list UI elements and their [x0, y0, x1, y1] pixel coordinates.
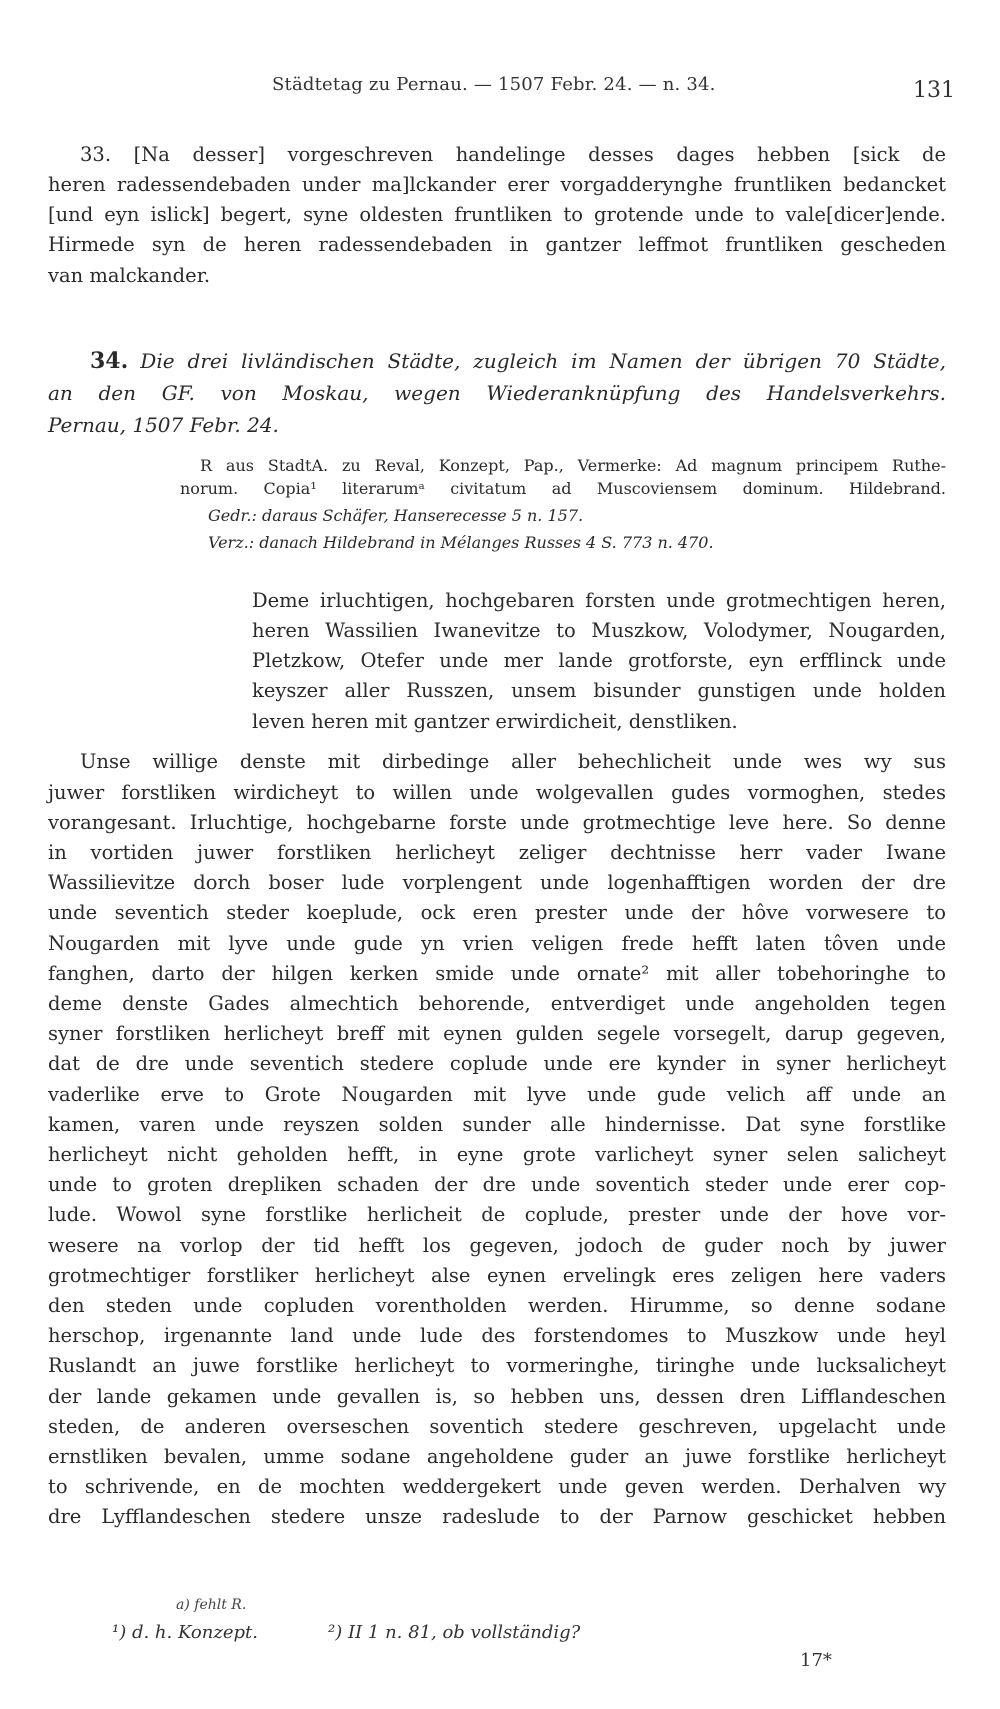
- address-line: leven heren mit gantzer erwirdicheit, denstliken.: [252, 710, 738, 733]
- doc-34-heading-line: [90, 350, 946, 372]
- body-line: Nougarden mit lyve unde gude yn vrien veligen frede hefft laten tôven unde: [48, 932, 946, 955]
- doc-34-heading-line: an den GF. von Moskau, wegen Wiederanknüpfung des Handelsverkehrs.: [48, 381, 946, 405]
- body-line: deme denste Gades almechtich behorende, entverdiget unde angeholden tegen: [48, 992, 946, 1015]
- body-line: Unse willige denste mit dirbedinge aller behechlicheit unde wes wy sus: [80, 750, 946, 773]
- body-line: kamen, varen unde reyszen solden sunder alle hindernisse. Dat syne forstlike: [48, 1113, 946, 1136]
- footnote-1: ¹) d. h. Konzept.: [112, 1622, 258, 1643]
- body-line: herlicheyt nicht geholden hefft, in eyne grote varlicheyt syner selen salicheyt: [48, 1143, 946, 1166]
- print-reference: Gedr.: daraus Schäfer, Hanserecesse 5 n. 157.: [208, 506, 584, 525]
- body-line: Ruslandt an juwe forstlike herlicheyt to vormeringhe, tiringhe unde lucksalicheyt: [48, 1354, 946, 1377]
- body-line: in vortiden juwer forstliken herlicheyt zeliger dechtnisse herr vader Iwane: [48, 841, 946, 864]
- address-line: Deme irluchtigen, hochgebaren forsten unde grotmechtigen heren,: [252, 589, 946, 612]
- section-33-line: Hirmede syn de heren radessendebaden in gantzer leffmot fruntliken gescheden: [48, 233, 946, 256]
- body-line: wesere na vorlop der tid hefft los gegeven, jodoch de guder noch by juwer: [48, 1234, 946, 1257]
- address-line: heren Wassilien Iwanevitze to Muszkow, Volodymer, Nougarden,: [252, 619, 946, 642]
- signature-mark: 17*: [800, 1650, 832, 1671]
- address-line: keyszer aller Russzen, unsem bisunder gunstigen unde holden: [252, 679, 946, 702]
- section-33-line: [und eyn islick] begert, syne oldesten fruntliken to grotende unde to vale[dicer]ende.: [48, 203, 946, 226]
- body-line: herschop, irgenannte land unde lude des forstendomes to Muszkow unde heyl: [48, 1324, 946, 1347]
- body-line: unde to groten drepliken schaden der dre unde soventich steder unde erer cop-: [48, 1173, 946, 1196]
- register-reference: Verz.: danach Hildebrand in Mélanges Russes 4 S. 773 n. 470.: [208, 533, 714, 552]
- doc-34-heading-line: Pernau, 1507 Febr. 24.: [48, 413, 279, 437]
- footnote-a: a) fehlt R.: [176, 1597, 247, 1613]
- body-line: steden, de anderen overseschen soventich stedere geschreven, upgelacht unde: [48, 1415, 946, 1438]
- body-line: ernstliken bevalen, umme sodane angeholdene guder an juwe forstlike herlicheyt: [48, 1445, 946, 1468]
- body-line: lude. Wowol syne forstlike herlicheit de coplude, prester unde der hove vor-: [48, 1203, 946, 1226]
- section-33-line: 33. [Na desser] vorgeschreven handelinge desses dages hebben [sick de: [80, 143, 946, 166]
- page-number: 131: [913, 78, 955, 103]
- body-line: dre Lyfflandeschen stedere unsze radeslude to der Parnow geschicket hebben: [48, 1505, 946, 1528]
- source-line: R aus StadtA. zu Reval, Konzept, Pap., Vermerke: Ad magnum principem Ruthe-: [200, 456, 946, 475]
- footnote-2: ²) II 1 n. 81, ob vollständig?: [328, 1622, 581, 1643]
- doc-34-number: 34.: [90, 348, 129, 374]
- body-line: Wassilievitze dorch boser lude vorplengent unde logenhafftigen worden der dre: [48, 871, 946, 894]
- source-line: norum. Copia¹ literarumᵃ civitatum ad Muscoviensem dominum. Hildebrand.: [180, 479, 946, 498]
- body-line: der lande gekamen unde gevallen is, so hebben uns, dessen dren Lifflandeschen: [48, 1385, 946, 1408]
- body-line: vorangesant. Irluchtige, hochgebarne forste unde grotmechtige leve here. So denne: [48, 811, 946, 834]
- body-line: dat de dre unde seventich stedere coplude unde ere kynder in syner herlicheyt: [48, 1052, 946, 1075]
- section-33-line: heren radessendebaden under ma]lckander erer vorgadderynghe fruntliken bedancket: [48, 173, 946, 196]
- body-line: to schrivende, en de mochten weddergekert unde geven werden. Derhalven wy: [48, 1475, 946, 1498]
- body-line: juwer forstliken wirdicheyt to willen unde wolgevallen gudes vormoghen, stedes: [48, 781, 946, 804]
- running-title: Städtetag zu Pernau. — 1507 Febr. 24. — n. 34.: [272, 74, 716, 95]
- body-line: syner forstliken herlicheyt breff mit eynen gulden segele vorsegelt, darup gegeven,: [48, 1022, 946, 1045]
- address-line: Pletzkow, Otefer unde mer lande grotforste, eyn erfflinck unde: [252, 649, 946, 672]
- body-line: fanghen, darto der hilgen kerken smide unde ornate² mit aller tobehoringhe to: [48, 962, 946, 985]
- doc-34-heading-text: Die drei livländischen Städte, zugleich im Namen der übrigen 70 Städte,: [140, 349, 946, 373]
- body-line: vaderlike erve to Grote Nougarden mit lyve unde gude velich aff unde an: [48, 1083, 946, 1106]
- section-33-line: van malckander.: [48, 264, 211, 287]
- body-line: den steden unde copluden vorentholden werden. Hirumme, so denne sodane: [48, 1294, 946, 1317]
- body-line: grotmechtiger forstliker herlicheyt alse eynen ervelingk eres zeligen here vaders: [48, 1264, 946, 1287]
- body-line: unde seventich steder koeplude, ock eren prester unde der hôve vorwesere to: [48, 901, 946, 924]
